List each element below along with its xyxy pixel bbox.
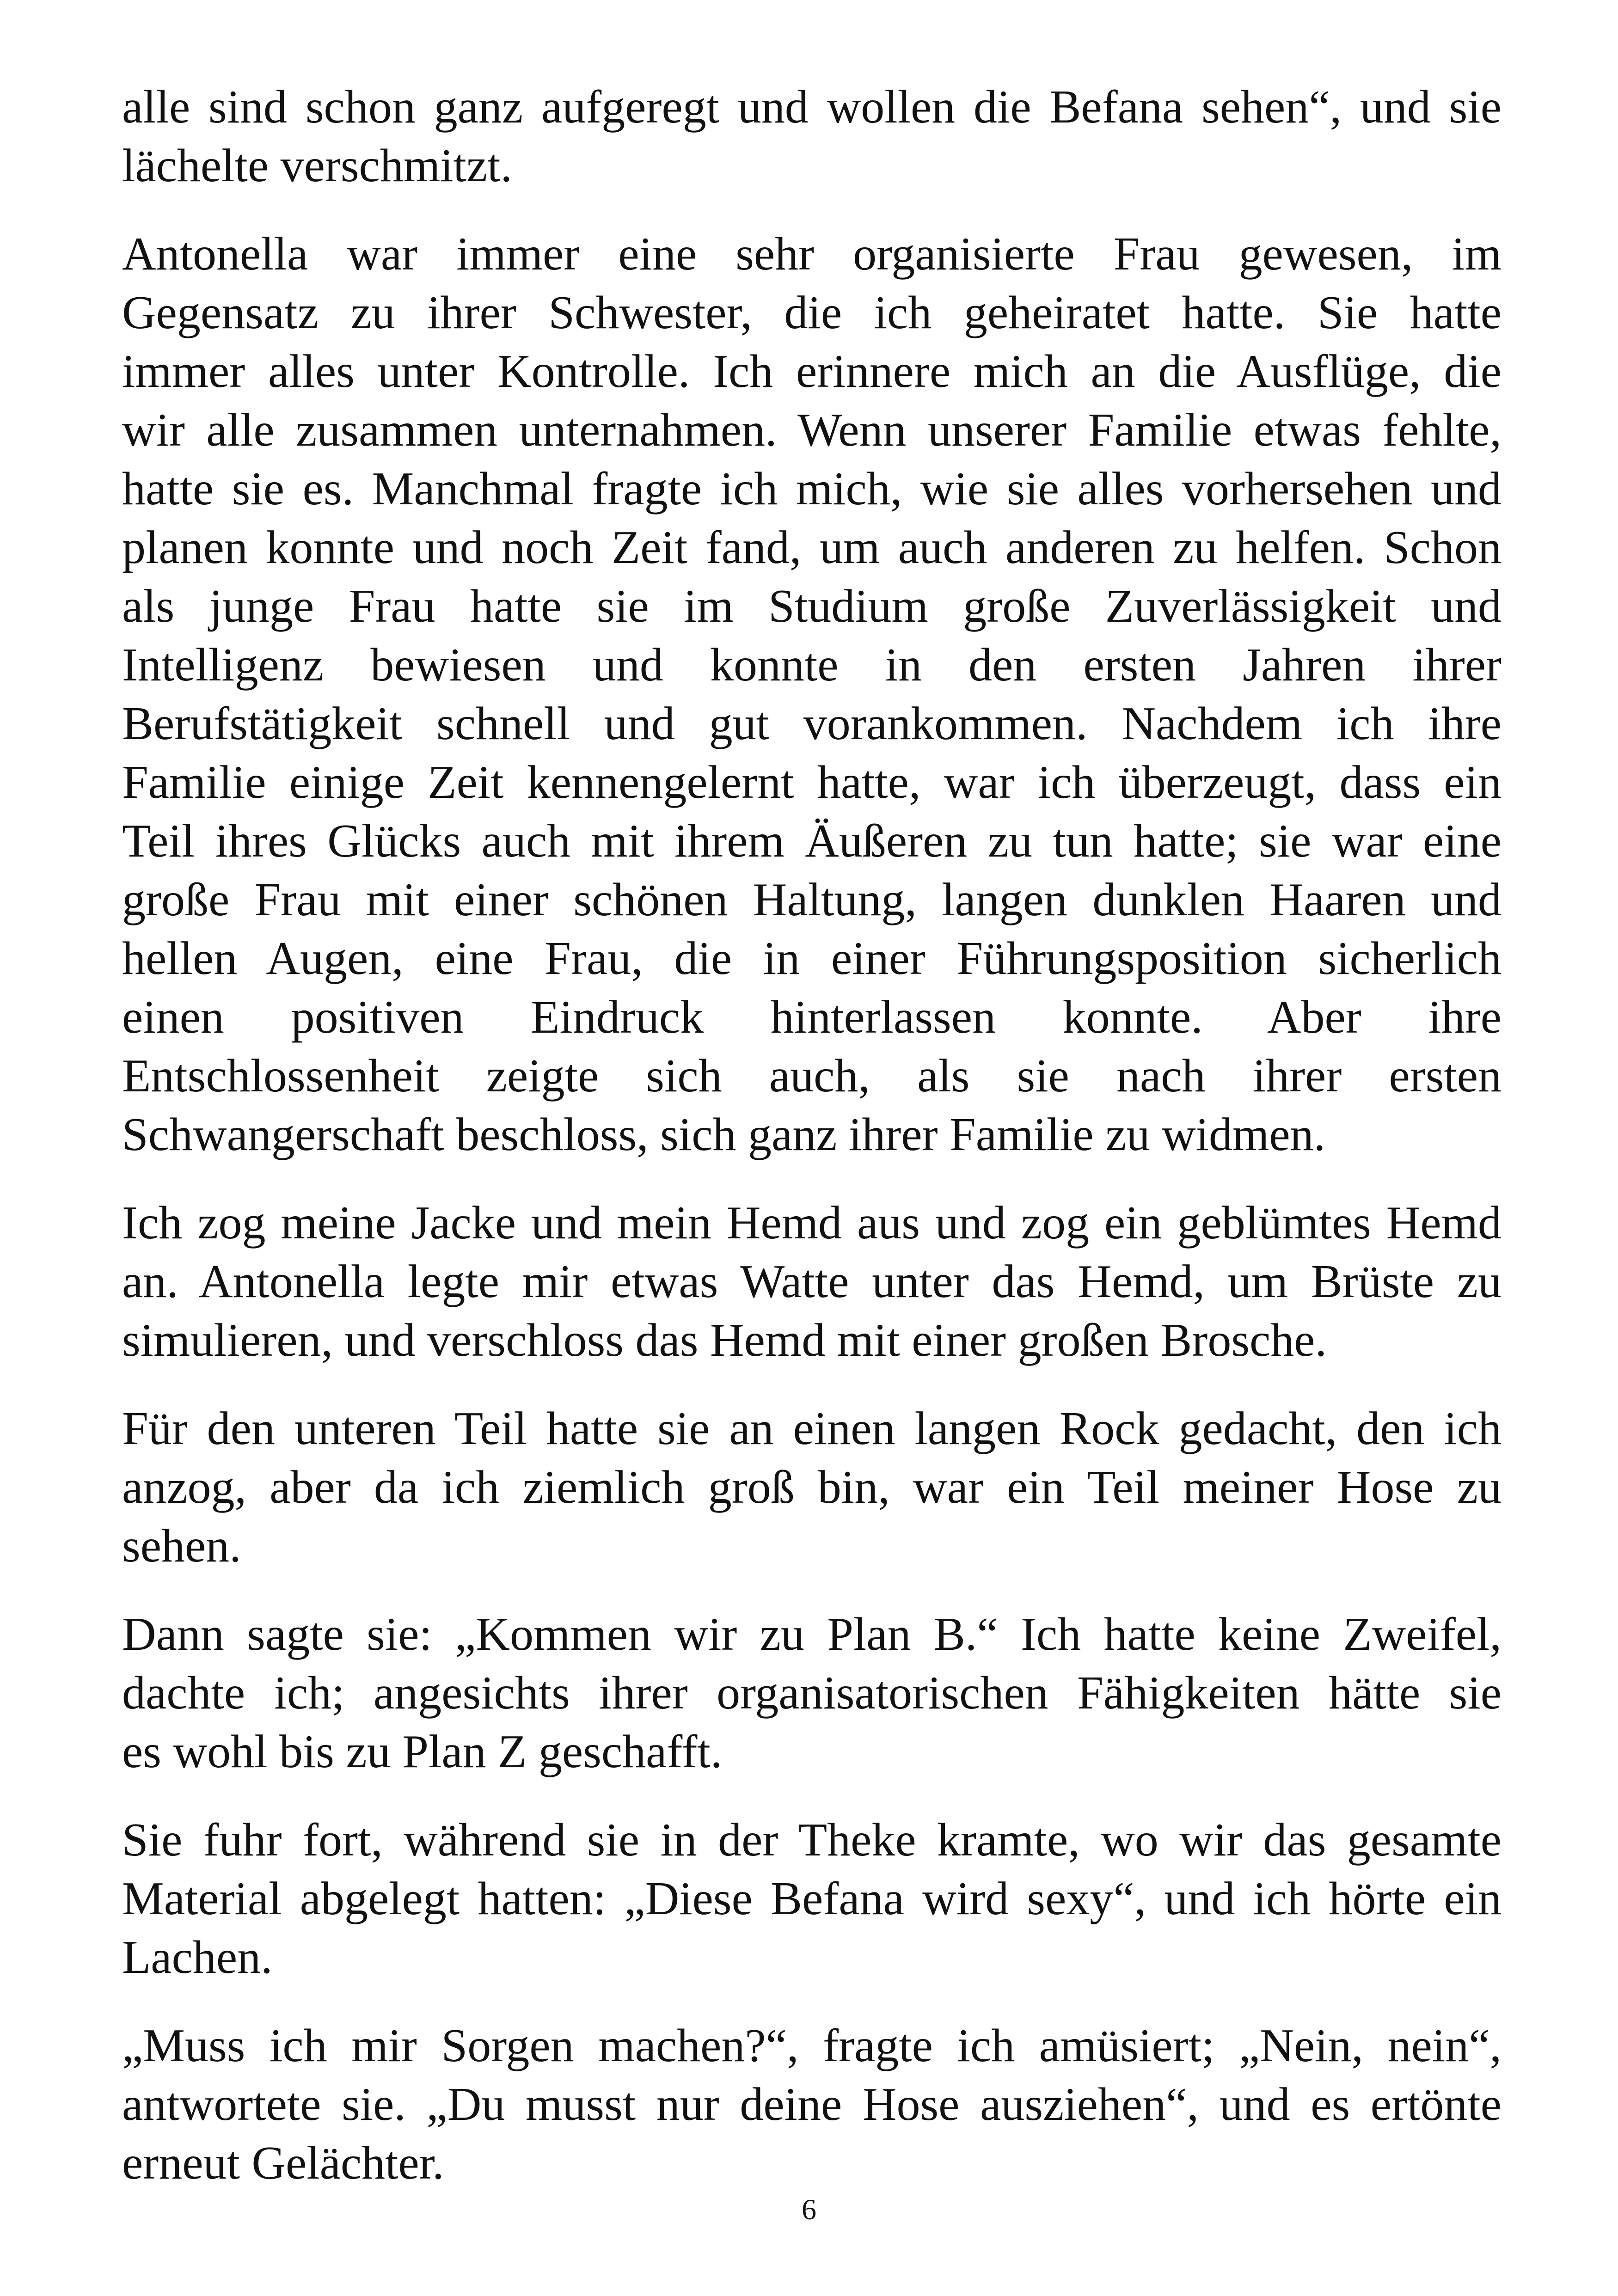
- paragraph-1: [122, 78, 1502, 195]
- document-page: [122, 78, 1502, 2241]
- text-line: erneut Gelächter.: [122, 2137, 444, 2189]
- text-line: es wohl bis zu Plan Z geschafft.: [122, 1726, 723, 1778]
- paragraph-2: [122, 225, 1502, 1164]
- paragraph-gap: [122, 1370, 1502, 1399]
- text-line: Für den unteren Teil hatte sie an einen langen Rock gedacht, den ich: [122, 1402, 1502, 1455]
- text-line: Intelligenz bewiesen und konnte in den ersten Jahren ihrer: [122, 639, 1502, 691]
- paragraph-6: [122, 1811, 1502, 1987]
- text-line: Ich zog meine Jacke und mein Hemd aus und zog ein geblümtes Hemd: [122, 1197, 1502, 1249]
- paragraph-gap: [122, 1987, 1502, 2016]
- text-line: Teil ihres Glücks auch mit ihrem Äußeren zu tun hatte; sie war eine: [122, 815, 1502, 867]
- paragraph-4: [122, 1399, 1502, 1575]
- text-line: Material abgelegt hatten: „Diese Befana wird sexy“, und ich hörte ein: [122, 1873, 1502, 1925]
- text-line: hatte sie es. Manchmal fragte ich mich, wie sie alles vorhersehen und: [122, 463, 1502, 515]
- text-line: Familie einige Zeit kennengelernt hatte, war ich überzeugt, dass ein: [122, 756, 1502, 808]
- paragraph-7: [122, 2016, 1502, 2192]
- text-line: alle sind schon ganz aufgeregt und wollen die Befana sehen“, und sie: [122, 81, 1502, 133]
- text-line: Gegensatz zu ihrer Schwester, die ich geheiratet hatte. Sie hatte: [122, 287, 1502, 339]
- paragraph-5: [122, 1605, 1502, 1781]
- text-line: „Muss ich mir Sorgen machen?“, fragte ich amüsiert; „Nein, nein“,: [122, 2020, 1502, 2072]
- text-line: Lachen.: [122, 1931, 273, 1984]
- text-line: planen konnte und noch Zeit fand, um auch anderen zu helfen. Schon: [122, 521, 1502, 574]
- text-line: Berufstätigkeit schnell und gut vorankommen. Nachdem ich ihre: [122, 698, 1502, 750]
- page-number: 6: [802, 2193, 816, 2226]
- text-line: lächelte verschmitzt.: [122, 140, 512, 192]
- text-line: Dann sagte sie: „Kommen wir zu Plan B.“ Ich hatte keine Zweifel,: [122, 1608, 1502, 1660]
- text-line: simulieren, und verschloss das Hemd mit einer großen Brosche.: [122, 1314, 1327, 1366]
- text-line: hellen Augen, eine Frau, die in einer Führungsposition sicherlich: [122, 932, 1502, 985]
- paragraph-gap: [122, 1164, 1502, 1194]
- text-line: als junge Frau hatte sie im Studium große Zuverlässigkeit und: [122, 580, 1502, 632]
- text-line: sehen.: [122, 1520, 241, 1572]
- text-line: einen positiven Eindruck hinterlassen konnte. Aber ihre: [122, 991, 1502, 1043]
- text-line: immer alles unter Kontrolle. Ich erinnere mich an die Ausflüge, die: [122, 345, 1502, 398]
- text-line: antwortete sie. „Du musst nur deine Hose ausziehen“, und es ertönte: [122, 2078, 1502, 2131]
- text-line: Schwangerschaft beschloss, sich ganz ihrer Familie zu widmen.: [122, 1108, 1326, 1161]
- text-line: wir alle zusammen unternahmen. Wenn unserer Familie etwas fehlte,: [122, 404, 1502, 456]
- text-line: große Frau mit einer schönen Haltung, langen dunklen Haaren und: [122, 874, 1502, 926]
- paragraph-3: [122, 1194, 1502, 1370]
- paragraph-gap: [122, 1781, 1502, 1811]
- text-line: Sie fuhr fort, während sie in der Theke kramte, wo wir das gesamte: [122, 1814, 1502, 1866]
- text-line: Entschlossenheit zeigte sich auch, als sie nach ihrer ersten: [122, 1050, 1502, 1102]
- text-line: Antonella war immer eine sehr organisierte Frau gewesen, im: [122, 228, 1502, 280]
- text-line: an. Antonella legte mir etwas Watte unter das Hemd, um Brüste zu: [122, 1255, 1502, 1308]
- paragraph-gap: [122, 1575, 1502, 1605]
- text-line: anzog, aber da ich ziemlich groß bin, war ein Teil meiner Hose zu: [122, 1461, 1502, 1513]
- text-line: dachte ich; angesichts ihrer organisatorischen Fähigkeiten hätte sie: [122, 1667, 1502, 1719]
- paragraph-gap: [122, 195, 1502, 225]
